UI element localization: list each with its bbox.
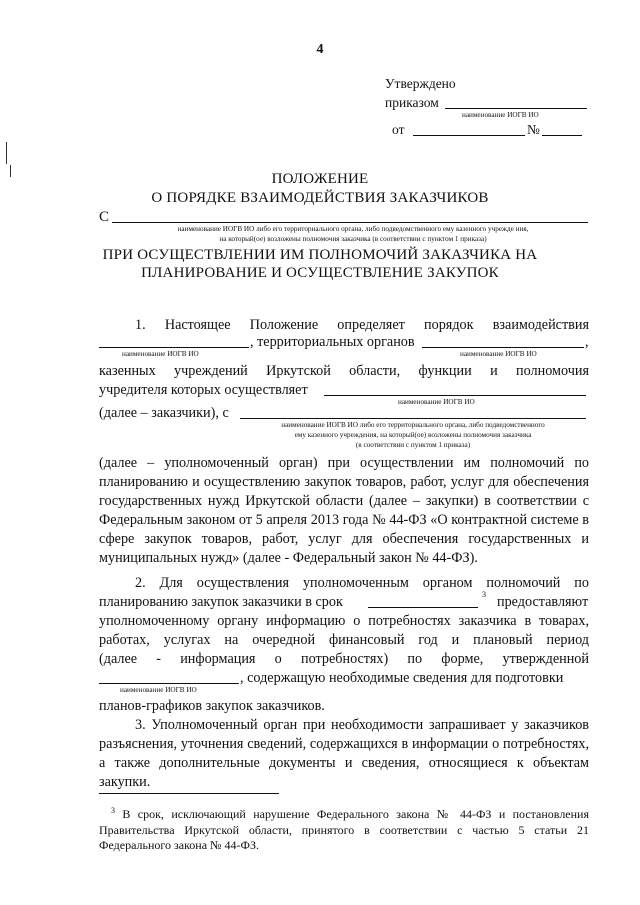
margin-mark-1 — [6, 142, 7, 164]
para2-line6-end: , содержащую необходимые сведения для подготовки — [240, 670, 564, 686]
para1-caption-c: наименование ИОГВ ИО — [398, 398, 475, 406]
title-with-prefix: С — [99, 209, 110, 225]
footnote-mark: 3 — [111, 806, 115, 815]
para1-caption-b: наименование ИОГВ ИО — [460, 350, 537, 358]
para2-caption: наименование ИОГВ ИО — [120, 686, 197, 694]
para1-caption-d1: наименование ИОГВ ИО либо его территориального органа, либо подведомственного — [281, 421, 545, 429]
para1-line5: (далее – заказчики), с — [99, 405, 229, 421]
para2-line7: планов-графиков закупок заказчиков. — [99, 698, 325, 714]
para2-line2-blank — [368, 607, 478, 608]
title-line-3: ПРИ ОСУЩЕСТВЛЕНИИ ИМ ПОЛНОМОЧИЙ ЗАКАЗЧИКА НА — [102, 247, 538, 263]
para1-line3: казенных учреждений Иркутской области, функции и полномочия — [99, 363, 589, 379]
para2-line6-blank — [99, 683, 239, 684]
approval-order-caption: наименование ИОГВ ИО — [462, 111, 539, 119]
para2-line5: (далее - информация о потребностях) по форме, утвержденной — [99, 651, 589, 667]
para1-line2-mid: , территориальных органов — [250, 334, 415, 350]
footnote-text: В срок, исключающий нарушение Федерального закона № 44-ФЗ и постановления Правительства Иркутской области, принятого в соответствии с частью 5 статьи 21 Федерального закона № 44-ФЗ. — [99, 807, 589, 852]
para3-text: 3. Уполномоченный орган при необходимости запрашивает у заказчиков разъяснения, уточнения сведений, содержащихся в информации о потребностях, а также дополнительные документы и сведения, относящиеся к объектам закупки. — [99, 717, 589, 790]
approval-approved: Утверждено — [385, 76, 456, 91]
title-with-line — [112, 222, 588, 223]
para1-line2-end: , — [585, 334, 589, 350]
para2-footnote-ref: 3 — [482, 590, 486, 599]
para2-line2-start: планированию закупок заказчики в срок — [99, 594, 343, 610]
page-number: 4 — [316, 42, 324, 57]
para1-line2-blank-a — [99, 347, 249, 348]
approval-date-prefix: от — [392, 122, 405, 137]
para2-line4: работах, услугах на очередной финансовый год и плановый период — [99, 632, 589, 648]
footnote — [99, 803, 589, 854]
approval-number-sign: № — [527, 122, 540, 137]
para1-line4: учредителя которых осуществляет — [99, 382, 308, 398]
approval-order-label: приказом — [385, 95, 439, 110]
para1-caption-d3: (в соответствии с пунктом 1 приказа) — [355, 441, 471, 449]
title-line-1: ПОЛОЖЕНИЕ — [271, 171, 369, 187]
approval-date-line — [413, 135, 525, 136]
title-line-4: ПЛАНИРОВАНИЕ И ОСУЩЕСТВЛЕНИЕ ЗАКУПОК — [141, 265, 499, 281]
para1-line4-blank — [324, 395, 586, 396]
para1-caption-a: наименование ИОГВ ИО — [122, 350, 199, 358]
title-line-2: О ПОРЯДКЕ ВЗАИМОДЕЙСТВИЯ ЗАКАЗЧИКОВ — [151, 190, 489, 206]
para1-line2-blank-b — [422, 347, 584, 348]
para1-caption-d2: ему казенного учреждения, на который(ое) возложены полномочия заказчика — [294, 431, 532, 439]
para1-line1: 1. Настоящее Положение определяет порядок взаимодействия — [135, 317, 589, 333]
title-caption-2: на который(ое) возложены полномочия заказчика (в соответствии с пунктом 1 приказа) — [219, 235, 487, 243]
approval-number-line — [542, 135, 582, 136]
footnote-separator — [99, 793, 279, 794]
para2-line3: уполномоченному органу информацию о потребностях заказчика в товарах, — [99, 613, 589, 629]
para2-line2-end: предоставляют — [497, 594, 589, 610]
title-caption-1: наименование ИОГВ ИО либо его территориального органа, либо подведомственного ему казенного учрежде ния, — [177, 225, 529, 233]
approval-order-line — [445, 108, 587, 109]
para2-line1: 2. Для осуществления уполномоченным органом полномочий по — [135, 575, 589, 591]
para1-rest: (далее – уполномоченный орган) при осуществлении им полномочий по планированию и осуществлению закупок товаров, работ, услуг для обеспечения государственных нужд Иркутской области (далее – закупки) в соответствии с Федеральным законом от 5 апреля 2013 года № 44-ФЗ «О контрактной системе в сфере закупок товаров, работ, услуг для обеспечения государственных и муниципальных нужд» (далее - Федеральный закон № 44-ФЗ). — [99, 455, 589, 566]
para1-line5-blank — [240, 418, 586, 419]
